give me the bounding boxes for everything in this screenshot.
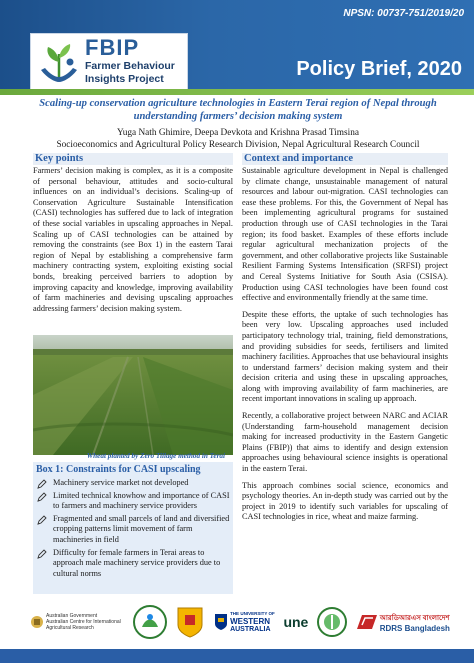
title-block [14, 97, 462, 151]
policy-brief-title: Policy Brief, 2020 [296, 58, 462, 80]
rdrs-logo [356, 612, 450, 633]
pencil-bullet-icon [37, 515, 47, 525]
uwa-line-2: WESTERN [230, 616, 271, 626]
aciar-logo [30, 613, 124, 631]
constraints-box-heading: Box 1: Constraints for CASI upscaling [36, 464, 201, 475]
footer-bar [0, 649, 474, 663]
logo-subtitle [85, 60, 175, 86]
key-points-heading: Key points [33, 153, 233, 165]
wheat-field-photo [33, 335, 233, 455]
photo-caption: Wheat planted by Zero Tillage method in Terai [86, 452, 225, 460]
pencil-bullet-icon [37, 492, 47, 502]
list-item [37, 548, 230, 580]
narc-logo-icon [133, 605, 167, 639]
university-crest-icon [175, 605, 205, 639]
uwa-logo [214, 611, 275, 634]
aciar-text: Australian Centre for International Agricultural Research [46, 619, 121, 631]
une-text: une [283, 614, 309, 630]
pencil-bullet-icon [37, 549, 47, 559]
constraint-text: Difficulty for female farmers in Terai areas to approach male machinery service providers due to cultural norms [53, 547, 221, 578]
rdrs-mark-icon [356, 613, 378, 631]
key-points-section [33, 153, 233, 314]
npsn-number: NPSN: 00737-751/2019/20 [343, 8, 464, 19]
rdrs-bangla-text: আরডিআরএস বাংলাদেশ [379, 614, 450, 622]
footer [0, 597, 474, 663]
constraint-text: Machinery service market not developed [53, 478, 189, 487]
fbip-logo [30, 33, 188, 91]
uwa-crest-icon [214, 613, 228, 631]
list-item [37, 491, 230, 512]
context-paragraph: This approach combines social science, economics and psychology theories. An in-depth study was carried out by the project in 2019 to identify such variables for upscaling of CASI technologies in rice, wheat and maize farming. [242, 480, 448, 522]
partner-logos [30, 600, 450, 644]
logo-line-1: Farmer Behaviour [85, 60, 175, 72]
partner-seal-icon [317, 607, 347, 637]
context-paragraph: Recently, a collaborative project between NARC and ACIAR (Understanding farm-household management decision making for increased productivity in the Eastern Gangetic Plains (FBIP)) that aims to identify and design extension approaches using behavioural science insights is operational in the eastern Terai. [242, 411, 448, 474]
affiliation: Socioeconomics and Agricultural Policy Research Division, Nepal Agricultural Research Council [56, 140, 420, 150]
context-paragraph: Despite these efforts, the uptake of such technologies has been very low. Upscaling approaches used included participatory technology trial, training, field demonstrations, and providing subsidies for seeds, fertilisers and limited machinery facilities. Approaches that use behavioural insights to understand farmers’ decision making system and their decision criteria and using these in upscaling approaches, along with improving availability of farm machineries, are recent important innovations in scaling up approach. [242, 309, 448, 404]
aus-gov-text: Australian Government [46, 613, 98, 619]
list-item [37, 478, 230, 489]
key-points-text: Farmers’ decision making is complex, as it is a composite of personal behaviour, attitudes and socio-cultural influences on an individual’s decisions. Scaling-up of Conservation Agriculture Sustainable Intensification (CASI) technologies has suffered due to lack of integration of these social variables in upscaling approaches in Nepal. Scaling up of CASI technologies can be attained by removing the constraints (see Box 1) in the eastern Tarai region of Nepal by establishing a comprehensive farm machinery contracting system, exploiting existing social bonds, breaking perceived barriers to adoption by improving capacity and knowledge, improving availability of farm machineries and devising upscaling approaches addressing farmers’ decision making system. [33, 166, 233, 313]
constraint-text: Fragmented and small parcels of land and diversified cropping patterns limit movement of farm machineries in field [53, 513, 230, 544]
logo-acronym: FBIP [85, 35, 140, 60]
farmer-hands-plant-icon [37, 40, 81, 86]
coat-of-arms-icon [30, 615, 44, 629]
uwa-line-3: AUSTRALIA [230, 625, 271, 633]
wheat-field-image [33, 335, 233, 455]
context-paragraph: Sustainable agriculture development in Nepal is challenged by climate change, unsustainable management of natural resources and labour out-migration. CASI technologies can ease these problems. For this, the Government of Nepal has been implementing agricultural programs for sustained production through use of CASI technologies in the Tarai region; its food basket. Examples of these efforts include regular agricultural mechanization projects of the government, and other collaborative projects like Sustainable Resilient Farming Systems Intensification (SRFSI) project and Cereal Systems Initiative for South Asia (CSISA). Production using CASI technologies have been found cost effective and environmentally friendly at the same time. [242, 166, 448, 303]
constraint-text: Limited technical knowhow and importance of CASI to farmers and machinery service providers [53, 490, 230, 511]
logo-line-2: Insights Project [85, 73, 164, 85]
une-logo [283, 614, 308, 630]
pencil-bullet-icon [37, 479, 47, 489]
constraints-box [33, 462, 233, 594]
context-heading: Context and importance [242, 153, 448, 165]
uwa-line-1: THE UNIVERSITY OF [230, 610, 275, 616]
rdrs-text: RDRS Bangladesh [379, 623, 450, 633]
context-section [242, 153, 448, 523]
header-banner [0, 0, 474, 95]
document-title: Scaling-up conservation agriculture technologies in Eastern Terai region of Nepal through understanding farmers’ decision making system [39, 98, 437, 122]
constraints-list [33, 478, 233, 579]
list-item [37, 514, 230, 546]
authors: Yuga Nath Ghimire, Deepa Devkota and Krishna Prasad Timsina [117, 128, 359, 138]
